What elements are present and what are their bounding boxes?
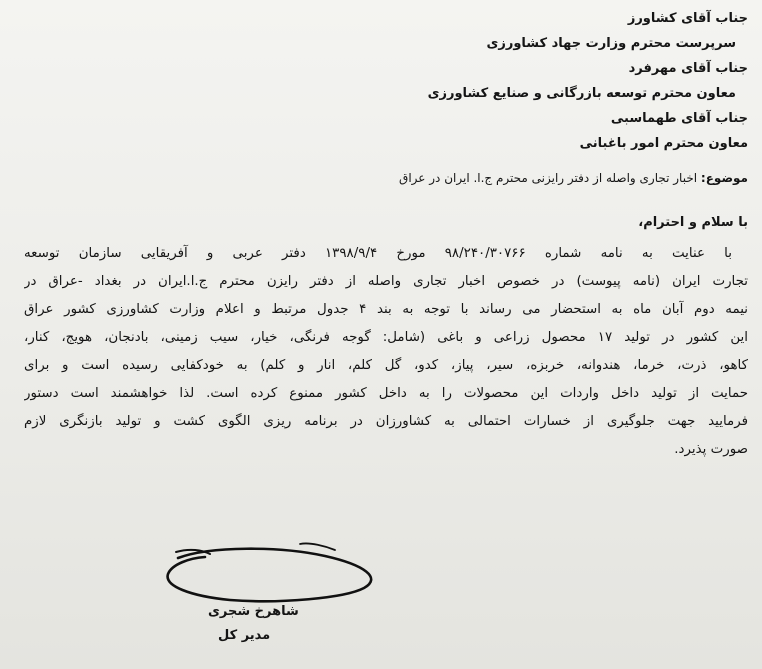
addressee-block (228, 6, 748, 156)
body-line: با عنایت به نامه شماره ۹۸/۲۴۰/۳۰۷۶۶ مورخ ۱۳۹۸/۹/۴ دفتر عربی و آفریقایی سازمان توسعه (24, 246, 732, 261)
addressee-line: جناب آقای طهماسبی (610, 111, 748, 126)
signature-block (150, 538, 390, 668)
body-line: این کشور در تولید ۱۷ محصول زراعی و باغی (شامل: گوجه فرنگی، خیار، سیب زمینی، بادنجان، هویج، کنار، (24, 330, 748, 345)
addressee-line: جناب آقای مهرفرد (628, 61, 748, 76)
signer-name: شاهرخ شجری (208, 604, 299, 619)
signer-title: مدیر کل (218, 628, 271, 643)
subject-label: موضوع: (700, 171, 748, 185)
body-line: حمایت از تولید داخل واردات این محصولات را به داخل کشور ممنوع کرده است. لذا خواهشمند است دستور (24, 386, 748, 401)
subject-text: اخبار تجاری واصله از دفتر رایزنی محترم ج.ا. ایران در عراق (399, 171, 698, 185)
body-line: کاهو، ذرت، خرما، هندوانه، خربزه، سیر، پیاز، کدو، گل کلم، انار و کلم) به خودکفایی رسیده است و برای (24, 358, 748, 373)
addressee-line: معاون محترم توسعه بازرگانی و صنایع کشاورزی (427, 86, 736, 101)
addressee-line: سرپرست محترم وزارت جهاد کشاورزی (486, 36, 736, 51)
letter-body (24, 240, 748, 464)
body-line: فرمایید جهت جلوگیری از خسارات احتمالی به کشاورزان در برنامه ریزی الگوی کشت و تولید بازنگری لازم (24, 414, 748, 429)
body-line: صورت پذیرد. (674, 442, 748, 457)
body-line: نیمه دوم آبان ماه به استحضار می رساند با توجه به بند ۴ جدول مرتبط و اعلام وزارت کشاورزی کشور عراق (24, 302, 748, 317)
body-line: تجارت ایران (نامه پیوست) در خصوص اخبار تجاری واصله از دفتر رایزن محترم ج.ا.ایران در بغداد -عراق در (24, 274, 748, 289)
greeting: با سلام و احترام، (638, 215, 748, 230)
subject-line (48, 171, 748, 185)
addressee-line: جناب آقای کشاورز (627, 11, 748, 26)
addressee-line: معاون محترم امور باغبانی (579, 136, 748, 151)
